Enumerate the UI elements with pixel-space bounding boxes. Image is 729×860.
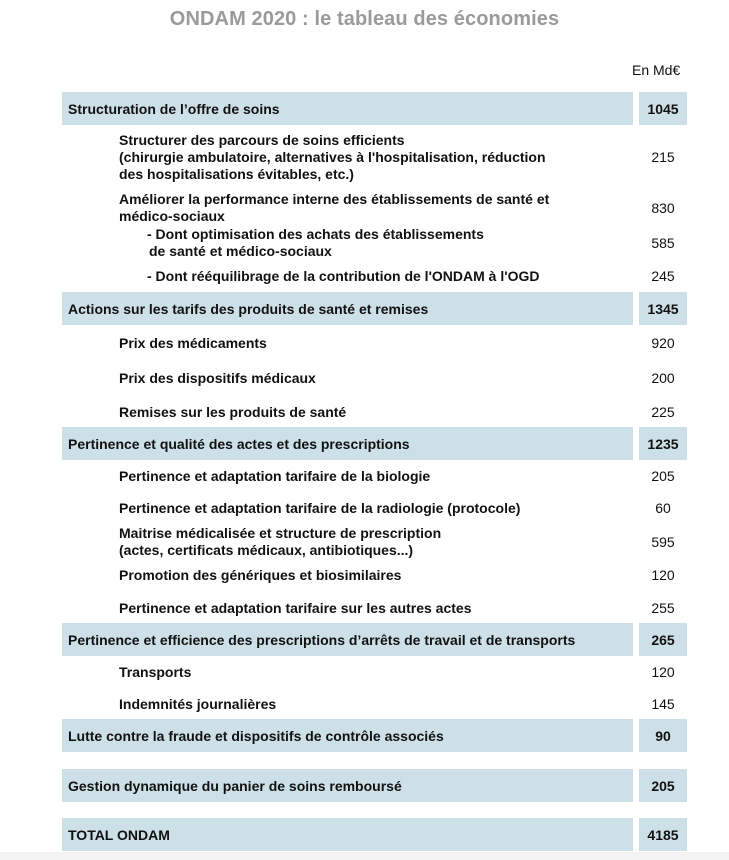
section-value: 265 [639, 623, 687, 656]
item-value: 60 [655, 500, 671, 516]
item-value: 205 [651, 468, 675, 484]
section-value: 90 [639, 719, 687, 752]
item-line: Maitrise médicalisée et structure de prescription [119, 525, 442, 541]
section-value: 1345 [639, 292, 687, 325]
item-label [119, 191, 619, 225]
item-label: Pertinence et adaptation tarifaire sur les autres actes [119, 600, 472, 616]
total-value: 4185 [639, 818, 687, 851]
item-value: 145 [651, 696, 675, 712]
item-value: 245 [651, 268, 675, 284]
item-label: Indemnités journalières [119, 696, 277, 712]
item-label: Prix des dispositifs médicaux [119, 370, 316, 386]
item-label [119, 525, 619, 559]
item-value: 255 [651, 600, 675, 616]
item-value: 120 [651, 664, 675, 680]
unit-label: En Md€ [632, 62, 681, 78]
item-value: 585 [651, 235, 675, 251]
item-value: 595 [651, 534, 675, 550]
item-value: 830 [651, 200, 675, 216]
section-label: Pertinence et efficience des prescriptions d’arrêts de travail et de transports [62, 623, 633, 656]
section-label: Lutte contre la fraude et dispositifs de contrôle associés [62, 719, 633, 752]
item-line: (chirurgie ambulatoire, alternatives à l'hospitalisation, réduction [119, 149, 546, 165]
section-label: Pertinence et qualité des actes et des prescriptions [62, 427, 633, 460]
item-line: Améliorer la performance interne des établissements de santé et [119, 191, 550, 207]
item-line: médico-sociaux [119, 208, 225, 224]
item-line: (actes, certificats médicaux, antibiotiques...) [119, 542, 414, 558]
item-line: - Dont optimisation des achats des établissements [147, 226, 484, 242]
item-value: 920 [651, 335, 675, 351]
bottom-strip [0, 852, 729, 860]
page-title: ONDAM 2020 : le tableau des économies [169, 8, 560, 30]
item-label: - Dont rééquilibrage de la contribution de l'ONDAM à l'OGD [147, 268, 540, 284]
section-label: Structuration de l’offre de soins [62, 92, 633, 125]
item-label: Transports [119, 664, 192, 680]
item-label: Promotion des génériques et biosimilaires [119, 567, 402, 583]
section-value: 1045 [639, 92, 687, 125]
item-value: 120 [651, 567, 675, 583]
section-value: 205 [639, 769, 687, 802]
section-label: Actions sur les tarifs des produits de santé et remises [62, 292, 633, 325]
item-value: 200 [651, 370, 675, 386]
total-label: TOTAL ONDAM [62, 818, 633, 851]
item-label: Remises sur les produits de santé [119, 404, 347, 420]
item-label [147, 226, 647, 260]
item-label: Prix des médicaments [119, 335, 267, 351]
item-value: 225 [651, 404, 675, 420]
item-line: des hospitalisations évitables, etc.) [119, 166, 354, 182]
item-label [119, 132, 619, 183]
section-label: Gestion dynamique du panier de soins remboursé [62, 769, 633, 802]
item-label: Pertinence et adaptation tarifaire de la radiologie (protocole) [119, 500, 521, 516]
item-line: Structurer des parcours de soins efficients [119, 132, 405, 148]
item-value: 215 [651, 149, 675, 165]
section-value: 1235 [639, 427, 687, 460]
item-label: Pertinence et adaptation tarifaire de la biologie [119, 468, 431, 484]
item-line: de santé et médico-sociaux [149, 243, 332, 259]
